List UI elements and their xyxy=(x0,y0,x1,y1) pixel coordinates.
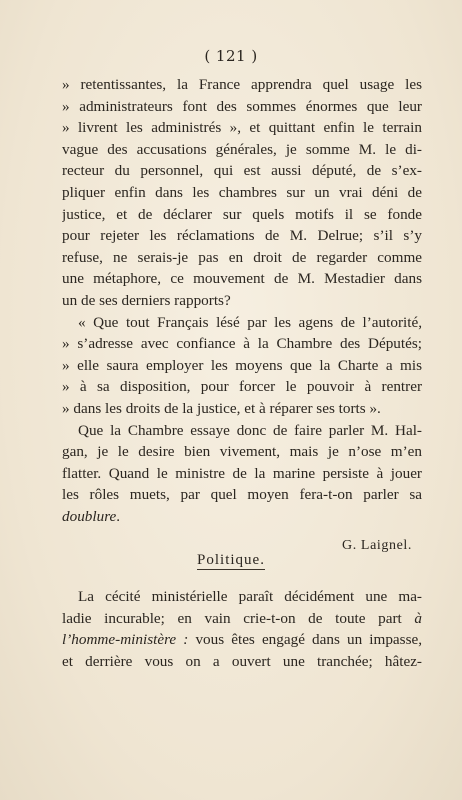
italic-word: doublure xyxy=(62,507,117,525)
text-line: pliquer enfin dans les chambres sur un vrai déni de xyxy=(62,183,422,201)
text-line: un de ses derniers rapports? xyxy=(62,291,231,309)
text-line: les rôles muets, par quel moyen fera-t-on parler sa xyxy=(62,486,422,504)
text-line: » à sa disposition, pour forcer le pouvoir à rentrer xyxy=(62,378,422,396)
text-line xyxy=(62,506,422,528)
text-line: La cécité ministérielle paraît décidément une ma- xyxy=(78,588,422,605)
text-line: » administrateurs font des sommes énormes que leur xyxy=(62,97,422,115)
text-line: une métaphore, ce mouvement de M. Mestadier dans xyxy=(62,270,422,288)
text-line: vague des accusations générales, je somme M. le di- xyxy=(62,140,422,158)
page-number: ( 121 ) xyxy=(204,47,258,65)
text-line: » dans les droits de la justice, et à réparer ses torts ». xyxy=(62,399,381,417)
text-line: flatter. Quand le ministre de la marine persiste à jouer xyxy=(62,464,422,482)
text-fragment: vous êtes engagé dans un impasse, xyxy=(195,631,422,649)
signature: G. Laignel. xyxy=(342,538,412,554)
text-line xyxy=(62,629,422,651)
section-heading xyxy=(0,552,462,569)
text-line: » retentissantes, la France apprendra quel usage les xyxy=(62,76,422,93)
text-line: refuse, ne serais-je pas en droit de regarder comme xyxy=(62,248,422,266)
body-text-bottom xyxy=(62,586,422,672)
text-line: justice, et de déclarer sur quels motifs il se fonde xyxy=(62,205,422,223)
text-line: « Que tout Français lésé par les agens de l’autorité, xyxy=(78,313,422,331)
text-line xyxy=(62,608,422,630)
section-heading-text: Politique. xyxy=(197,552,265,568)
text-line: recteur du personnel, qui est aussi député, de s’ex- xyxy=(62,162,422,180)
punctuation: . xyxy=(116,507,121,525)
text-line: pour rejeter les réclamations de M. Delrue; s’il s’y xyxy=(62,227,422,245)
italic-phrase: l’homme-ministère : xyxy=(62,631,189,649)
text-line: » livrent les administrés », et quittant enfin le terrain xyxy=(62,119,422,137)
text-line: » elle saura employer les moyens que la Charte a mis xyxy=(62,356,422,374)
text-line: » s’adresse avec confiance à la Chambre des Députés; xyxy=(62,335,422,353)
text-line: et derrière vous on a ouvert une tranchée; hâtez- xyxy=(62,652,422,670)
body-text-top xyxy=(62,74,422,557)
italic-word: à xyxy=(414,609,422,627)
text-line: gan, je le desire bien vivement, mais je n’ose m’en xyxy=(62,443,422,461)
text-fragment: ladie incurable; en vain crie-t-on de toute part xyxy=(62,609,402,627)
text-line: Que la Chambre essaye donc de faire parler M. Hal- xyxy=(78,421,422,439)
